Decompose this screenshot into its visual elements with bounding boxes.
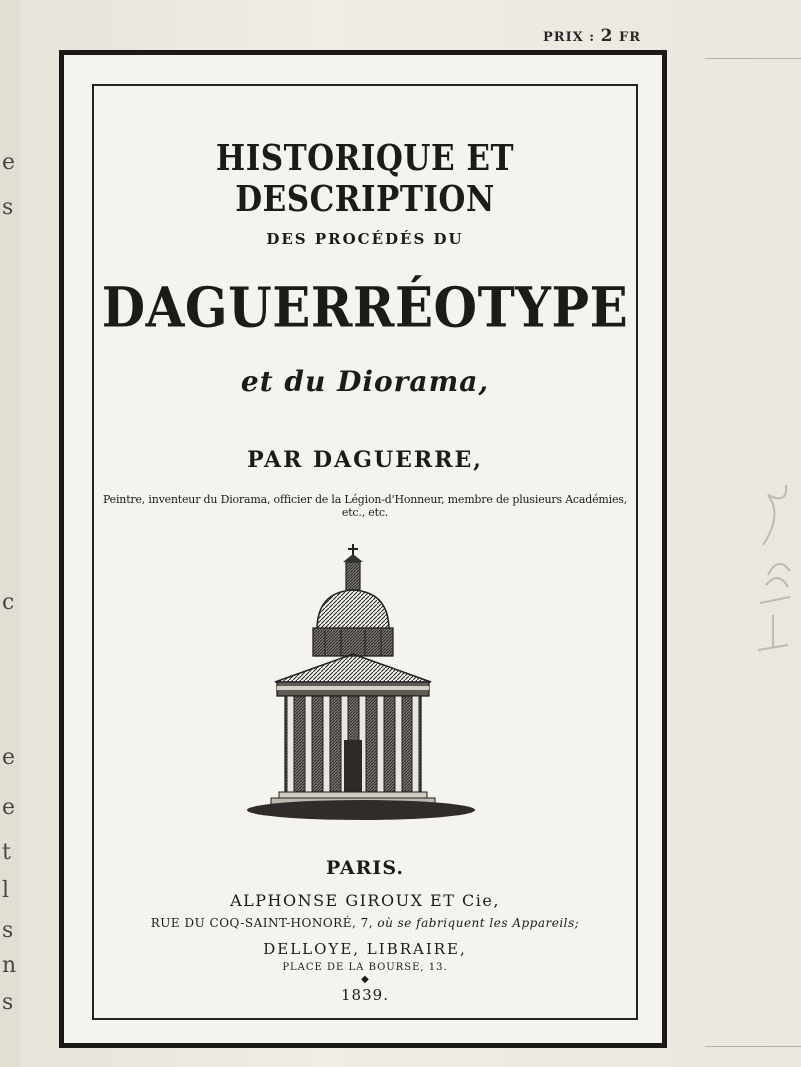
margin-letter: s (2, 990, 14, 1015)
margin-letter: s (2, 195, 14, 220)
bookseller-address: PLACE DE LA BOURSE, 13. (282, 962, 448, 973)
price-unit: FR (613, 30, 642, 45)
publisher-address (92, 916, 638, 930)
diorama-building-illustration (245, 540, 477, 822)
bookseller-name: DELLOYE, LIBRAIRE, (263, 940, 467, 958)
margin-letter: l (2, 878, 10, 903)
margin-letter: t (2, 840, 11, 865)
publisher-address-street: RUE DU COQ-SAINT-HONORÉ, 7, (150, 916, 378, 930)
subtitle: et du Diorama, (240, 365, 490, 398)
margin-letter: e (2, 745, 16, 770)
margin-letter: e (2, 795, 16, 820)
ruled-line (705, 58, 801, 59)
margin-letter: n (2, 953, 17, 978)
margin-letter: e (2, 150, 16, 175)
author-byline: PAR DAGUERRE, (247, 447, 483, 473)
title-line-1: HISTORIQUE ET DESCRIPTION (215, 137, 515, 221)
publication-year: 1839. (341, 986, 389, 1004)
price-amount: 2 (600, 26, 614, 46)
author-credentials: Peintre, inventeur du Diorama, officier de la Légion-d'Honneur, membre de plusieurs Académies, etc., etc. (102, 493, 628, 519)
margin-letter: s (2, 918, 14, 943)
publisher-address-note: où se fabriquent les Appareils; (377, 916, 580, 930)
margin-letter: c (2, 590, 15, 615)
price-prefix: PRIX : (543, 30, 601, 45)
main-title: DAGUERRÉOTYPE (101, 275, 629, 340)
ornament-glyph: ◆ (361, 974, 369, 985)
ruled-line (705, 1046, 801, 1047)
pencil-annotation (748, 475, 798, 655)
title-line-2: DES PROCÉDÉS DU (266, 230, 464, 248)
price-label (543, 26, 641, 46)
publication-city: PARIS. (326, 857, 404, 879)
publisher-name: ALPHONSE GIROUX ET Cie, (230, 891, 500, 910)
